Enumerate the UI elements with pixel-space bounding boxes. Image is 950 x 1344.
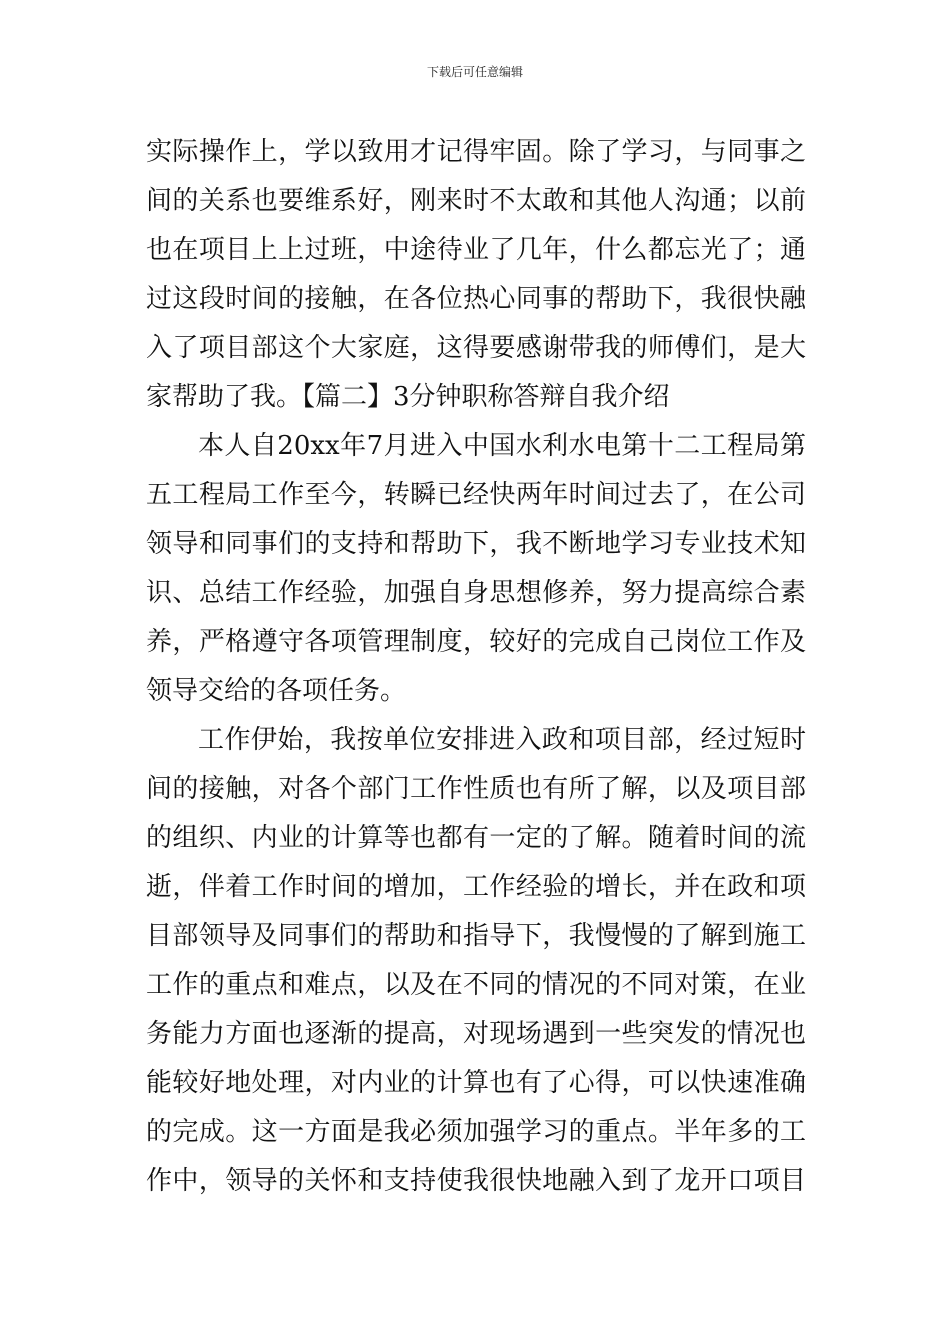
text-line: 的组织、内业的计算等也都有一定的了解。随着时间的流 <box>146 823 806 853</box>
text-line: 领导交给的各项任务。 <box>146 676 407 706</box>
text-line: 间的关系也要维系好，刚来时不太敢和其他人沟通；以前 <box>146 186 806 216</box>
text-line: 家帮助了我。【篇二】3分钟职称答辩自我介绍 <box>146 382 670 412</box>
text-line: 入了项目部这个大家庭，这得要感谢带我的师傅们，是大 <box>146 333 806 363</box>
text-line: 实际操作上，学以致用才记得牢固。除了学习，与同事之 <box>146 137 806 167</box>
text-line: 务能力方面也逐渐的提高，对现场遇到一些突发的情况也 <box>146 1019 806 1049</box>
text-line: 逝，伴着工作时间的增加，工作经验的增长，并在政和项 <box>146 872 806 902</box>
text-line: 工作的重点和难点，以及在不同的情况的不同对策，在业 <box>146 970 806 1000</box>
text-line: 能较好地处理，对内业的计算也有了心得，可以快速准确 <box>146 1068 806 1098</box>
text-line: 领导和同事们的支持和帮助下，我不断地学习专业技术知 <box>146 529 806 559</box>
text-line: 间的接触，对各个部门工作性质也有所了解，以及项目部 <box>146 774 806 804</box>
text-line: 过这段时间的接触，在各位热心同事的帮助下，我很快融 <box>146 284 806 314</box>
document-body <box>146 128 806 1206</box>
text-line: 养，严格遵守各项管理制度，较好的完成自己岗位工作及 <box>146 627 806 657</box>
paragraph-first-line: 本人自20xx年7月进入中国水利水电第十二工程局第 <box>198 431 806 461</box>
text-line: 作中，领导的关怀和支持使我很快地融入到了龙开口项目 <box>146 1166 806 1196</box>
text-line: 识、总结工作经验，加强自身思想修养，努力提高综合素 <box>146 578 806 608</box>
text-line: 五工程局工作至今，转瞬已经快两年时间过去了，在公司 <box>146 480 806 510</box>
paragraph-first-line: 工作伊始，我按单位安排进入政和项目部，经过短时 <box>198 725 806 755</box>
text-line: 的完成。这一方面是我必须加强学习的重点。半年多的工 <box>146 1117 806 1147</box>
page-header: 下载后可任意编辑 <box>426 65 523 79</box>
text-line: 目部领导及同事们的帮助和指导下，我慢慢的了解到施工 <box>146 921 806 951</box>
text-line: 也在项目上上过班，中途待业了几年，什么都忘光了；通 <box>146 235 806 265</box>
